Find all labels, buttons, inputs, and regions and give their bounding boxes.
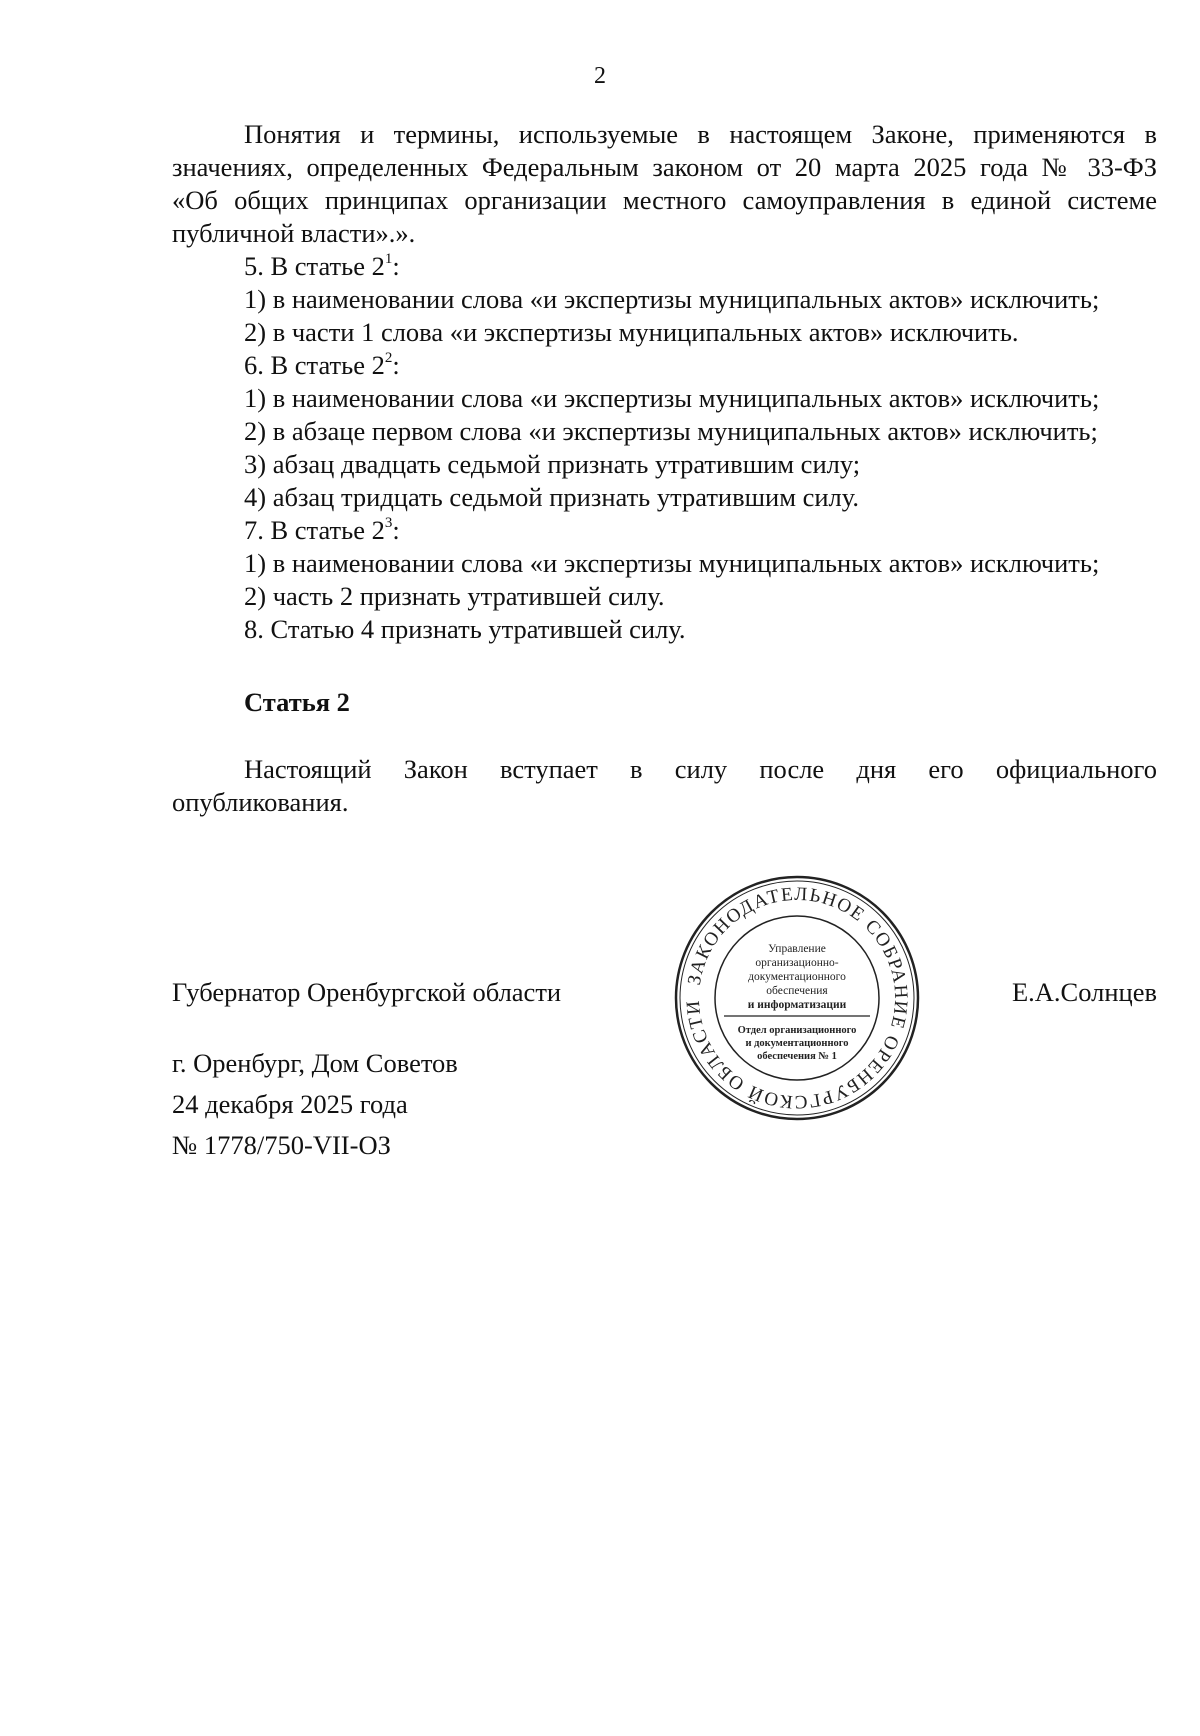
paragraph-line: значениях, определенных Федеральным законом от 20 марта 2025 года № 33-ФЗ — [172, 152, 1157, 182]
seal-line: Управление — [768, 943, 826, 955]
seal-line: документационного — [748, 971, 846, 983]
list-item: 1) в наименовании слова «и экспертизы муниципальных актов» исключить; — [244, 383, 1100, 413]
paragraph-line: «Об общих принципах организации местного самоуправления в единой системе — [172, 185, 1157, 215]
list-item: 1) в наименовании слова «и экспертизы муниципальных актов» исключить; — [244, 548, 1100, 578]
signing-date: 24 декабря 2025 года — [172, 1089, 408, 1119]
place-date-block — [172, 1043, 458, 1166]
list-item: 2) в части 1 слова «и экспертизы муниципальных актов» исключить. — [244, 317, 1019, 347]
superscript: 1 — [384, 251, 393, 268]
paragraph-line: опубликования. — [172, 787, 349, 817]
seal-line: Отдел организационного — [737, 1025, 857, 1036]
list-item: 2) часть 2 признать утратившей силу. — [244, 581, 665, 611]
seal-line: обеспечения — [766, 985, 828, 997]
svg-text:ЗАКОНОДАТЕЛЬНОЕ СОБРАНИЕ ОРЕНБ — [683, 884, 911, 1112]
list-item: 8. Статью 4 признать утратившей силу. — [244, 614, 686, 644]
signatory-name: Е.А.Солнцев — [1011, 977, 1157, 1007]
list-item: 6. В статье $2^2$: — [244, 350, 400, 380]
paragraph-line: Понятия и термины, используемые в настоящем Законе, применяются в — [244, 119, 1157, 149]
document-body — [172, 118, 1157, 819]
list-item: 2) в абзаце первом слова «и экспертизы муниципальных актов» исключить; — [244, 416, 1098, 446]
paragraph-line: Настоящий Закон вступает в силу после дня его официального — [244, 754, 1157, 784]
article-heading: Статья 2 — [244, 687, 350, 717]
page-number: 2 — [594, 63, 606, 89]
seal-line: и документационного — [745, 1038, 849, 1049]
superscript: 3 — [384, 515, 393, 532]
list-item: 1) в наименовании слова «и экспертизы муниципальных актов» исключить; — [244, 284, 1100, 314]
list-item: 5. В статье $2^1$: — [244, 251, 400, 281]
signatory-title: Губернатор Оренбургской области — [172, 977, 562, 1007]
signing-place: г. Оренбург, Дом Советов — [172, 1048, 458, 1078]
paragraph-line: публичной власти».». — [172, 218, 416, 248]
seal-ring-text: ЗАКОНОДАТЕЛЬНОЕ СОБРАНИЕ ОРЕНБУРГСКОЙ ОБЛАСТИ — [682, 883, 912, 1113]
seal-graphic — [672, 873, 922, 1123]
seal-line: обеспечения № 1 — [757, 1051, 837, 1062]
seal-line: и информатизации — [747, 999, 847, 1011]
list-item: 4) абзац тридцать седьмой признать утратившим силу. — [244, 482, 859, 512]
seal-line: организационно- — [755, 957, 839, 969]
superscript: 2 — [384, 350, 393, 367]
list-item: 7. В статье $2^3$: — [244, 515, 400, 545]
list-item: 3) абзац двадцать седьмой признать утратившим силу; — [244, 449, 861, 479]
law-number: № 1778/750-VII-ОЗ — [172, 1130, 391, 1160]
official-seal — [672, 873, 922, 1123]
